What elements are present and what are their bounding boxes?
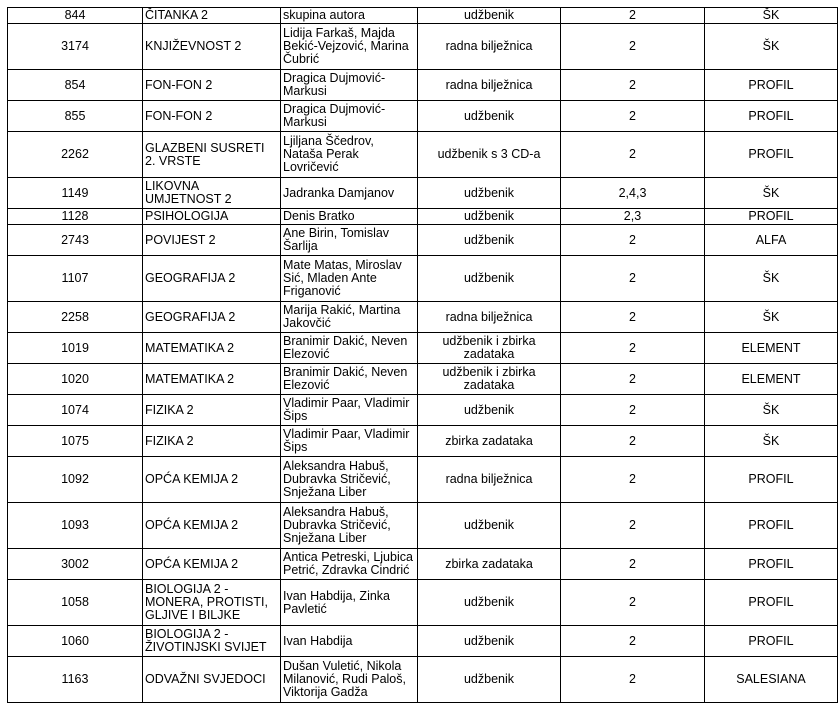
cell-publisher: PROFIL	[705, 101, 838, 132]
cell-code: 1074	[8, 395, 143, 426]
cell-authors: Ivan Habdija, Zinka Pavletić	[281, 580, 418, 626]
cell-authors: Ivan Habdija	[281, 626, 418, 657]
cell-authors: Branimir Dakić, Neven Elezović	[281, 333, 418, 364]
cell-title: PSIHOLOGIJA	[143, 209, 281, 225]
cell-publisher: ŠK	[705, 8, 838, 24]
table-row	[8, 178, 838, 209]
cell-publisher: ŠK	[705, 24, 838, 70]
cell-publisher: PROFIL	[705, 70, 838, 101]
table-row	[8, 626, 838, 657]
cell-authors: Marija Rakić, Martina Jakovčić	[281, 302, 418, 333]
table-row	[8, 395, 838, 426]
cell-grade: 2	[561, 457, 705, 503]
cell-grade: 2	[561, 580, 705, 626]
table-row	[8, 503, 838, 549]
cell-grade: 2	[561, 132, 705, 178]
cell-type: zbirka zadataka	[418, 549, 561, 580]
cell-grade: 2	[561, 101, 705, 132]
cell-code: 1058	[8, 580, 143, 626]
cell-code: 2743	[8, 225, 143, 256]
cell-publisher: ELEMENT	[705, 364, 838, 395]
cell-title: FIZIKA 2	[143, 426, 281, 457]
table-row	[8, 70, 838, 101]
cell-title: KNJIŽEVNOST 2	[143, 24, 281, 70]
cell-title: BIOLOGIJA 2 - MONERA, PROTISTI, GLJIVE I BILJKE	[143, 580, 281, 626]
cell-type: udžbenik	[418, 580, 561, 626]
cell-grade: 2	[561, 364, 705, 395]
table-row	[8, 333, 838, 364]
cell-authors: Branimir Dakić, Neven Elezović	[281, 364, 418, 395]
cell-title: ODVAŽNI SVJEDOCI	[143, 657, 281, 703]
cell-type: udžbenik	[418, 178, 561, 209]
cell-publisher: PROFIL	[705, 503, 838, 549]
cell-title: FON-FON 2	[143, 101, 281, 132]
cell-title: OPĆA KEMIJA 2	[143, 503, 281, 549]
cell-authors: Antica Petreski, Ljubica Petrić, Zdravka Cindrić	[281, 549, 418, 580]
table-row	[8, 101, 838, 132]
cell-grade: 2	[561, 256, 705, 302]
cell-grade: 2	[561, 626, 705, 657]
cell-authors: skupina autora	[281, 8, 418, 24]
cell-grade: 2	[561, 333, 705, 364]
cell-authors: Ljiljana Ščedrov, Nataša Perak Lovričević	[281, 132, 418, 178]
cell-title: FON-FON 2	[143, 70, 281, 101]
cell-authors: Lidija Farkaš, Majda Bekić-Vejzović, Marina Čubrić	[281, 24, 418, 70]
cell-code: 844	[8, 8, 143, 24]
cell-title: LIKOVNA UMJETNOST 2	[143, 178, 281, 209]
cell-title: MATEMATIKA 2	[143, 364, 281, 395]
table-row	[8, 426, 838, 457]
cell-type: udžbenik	[418, 657, 561, 703]
table-row	[8, 549, 838, 580]
cell-title: GLAZBENI SUSRETI 2. VRSTE	[143, 132, 281, 178]
cell-code: 1149	[8, 178, 143, 209]
cell-authors: Dušan Vuletić, Nikola Milanović, Rudi Paloš, Viktorija Gadža	[281, 657, 418, 703]
cell-publisher: ŠK	[705, 426, 838, 457]
table-row	[8, 580, 838, 626]
cell-type: udžbenik	[418, 503, 561, 549]
cell-type: udžbenik	[418, 395, 561, 426]
cell-authors: Mate Matas, Miroslav Sić, Mladen Ante Friganović	[281, 256, 418, 302]
cell-type: zbirka zadataka	[418, 426, 561, 457]
cell-type: udžbenik s 3 CD-a	[418, 132, 561, 178]
cell-authors: Vladimir Paar, Vladimir Šips	[281, 426, 418, 457]
cell-authors: Aleksandra Habuš, Dubravka Stričević, Snježana Liber	[281, 503, 418, 549]
table-row	[8, 457, 838, 503]
cell-publisher: PROFIL	[705, 626, 838, 657]
cell-grade: 2	[561, 503, 705, 549]
cell-grade: 2	[561, 24, 705, 70]
cell-type: udžbenik	[418, 209, 561, 225]
cell-publisher: ALFA	[705, 225, 838, 256]
cell-type: radna bilježnica	[418, 70, 561, 101]
cell-authors: Ane Birin, Tomislav Šarlija	[281, 225, 418, 256]
cell-title: FIZIKA 2	[143, 395, 281, 426]
cell-code: 1019	[8, 333, 143, 364]
cell-grade: 2	[561, 225, 705, 256]
table-row	[8, 364, 838, 395]
cell-publisher: PROFIL	[705, 457, 838, 503]
cell-authors: Dragica Dujmović-Markusi	[281, 70, 418, 101]
table-row	[8, 24, 838, 70]
cell-type: udžbenik i zbirka zadataka	[418, 333, 561, 364]
cell-publisher: PROFIL	[705, 209, 838, 225]
cell-grade: 2	[561, 426, 705, 457]
cell-publisher: ŠK	[705, 302, 838, 333]
cell-type: udžbenik	[418, 256, 561, 302]
cell-title: BIOLOGIJA 2 - ŽIVOTINJSKI SVIJET	[143, 626, 281, 657]
cell-type: udžbenik	[418, 8, 561, 24]
cell-publisher: ELEMENT	[705, 333, 838, 364]
cell-publisher: ŠK	[705, 256, 838, 302]
cell-code: 1020	[8, 364, 143, 395]
cell-grade: 2	[561, 657, 705, 703]
cell-publisher: ŠK	[705, 395, 838, 426]
cell-grade: 2	[561, 549, 705, 580]
cell-type: radna bilježnica	[418, 24, 561, 70]
cell-code: 1107	[8, 256, 143, 302]
cell-authors: Denis Bratko	[281, 209, 418, 225]
cell-grade: 2	[561, 70, 705, 101]
cell-publisher: PROFIL	[705, 549, 838, 580]
cell-code: 1128	[8, 209, 143, 225]
cell-title: GEOGRAFIJA 2	[143, 302, 281, 333]
cell-type: udžbenik	[418, 626, 561, 657]
cell-type: radna bilježnica	[418, 302, 561, 333]
table-row	[8, 657, 838, 703]
cell-type: udžbenik i zbirka zadataka	[418, 364, 561, 395]
cell-code: 3002	[8, 549, 143, 580]
cell-code: 854	[8, 70, 143, 101]
cell-title: POVIJEST 2	[143, 225, 281, 256]
cell-title: OPĆA KEMIJA 2	[143, 549, 281, 580]
cell-code: 2258	[8, 302, 143, 333]
cell-grade: 2	[561, 395, 705, 426]
cell-code: 1092	[8, 457, 143, 503]
cell-authors: Jadranka Damjanov	[281, 178, 418, 209]
cell-title: OPĆA KEMIJA 2	[143, 457, 281, 503]
cell-title: GEOGRAFIJA 2	[143, 256, 281, 302]
cell-publisher: ŠK	[705, 178, 838, 209]
cell-title: MATEMATIKA 2	[143, 333, 281, 364]
cell-code: 2262	[8, 132, 143, 178]
cell-code: 855	[8, 101, 143, 132]
cell-grade: 2,3	[561, 209, 705, 225]
cell-code: 1163	[8, 657, 143, 703]
table-row	[8, 225, 838, 256]
textbook-table	[7, 7, 838, 703]
table-row	[8, 8, 838, 24]
cell-publisher: PROFIL	[705, 132, 838, 178]
cell-authors: Aleksandra Habuš, Dubravka Stričević, Snježana Liber	[281, 457, 418, 503]
table-row	[8, 302, 838, 333]
cell-grade: 2,4,3	[561, 178, 705, 209]
cell-grade: 2	[561, 302, 705, 333]
cell-grade: 2	[561, 8, 705, 24]
table-row	[8, 132, 838, 178]
cell-title: ČITANKA 2	[143, 8, 281, 24]
cell-publisher: SALESIANA	[705, 657, 838, 703]
cell-code: 1075	[8, 426, 143, 457]
table-body	[8, 8, 838, 703]
cell-type: udžbenik	[418, 225, 561, 256]
cell-type: radna bilježnica	[418, 457, 561, 503]
cell-code: 1093	[8, 503, 143, 549]
cell-authors: Vladimir Paar, Vladimir Šips	[281, 395, 418, 426]
cell-type: udžbenik	[418, 101, 561, 132]
table-row	[8, 256, 838, 302]
cell-authors: Dragica Dujmović-Markusi	[281, 101, 418, 132]
cell-code: 3174	[8, 24, 143, 70]
table-row	[8, 209, 838, 225]
cell-publisher: PROFIL	[705, 580, 838, 626]
cell-code: 1060	[8, 626, 143, 657]
